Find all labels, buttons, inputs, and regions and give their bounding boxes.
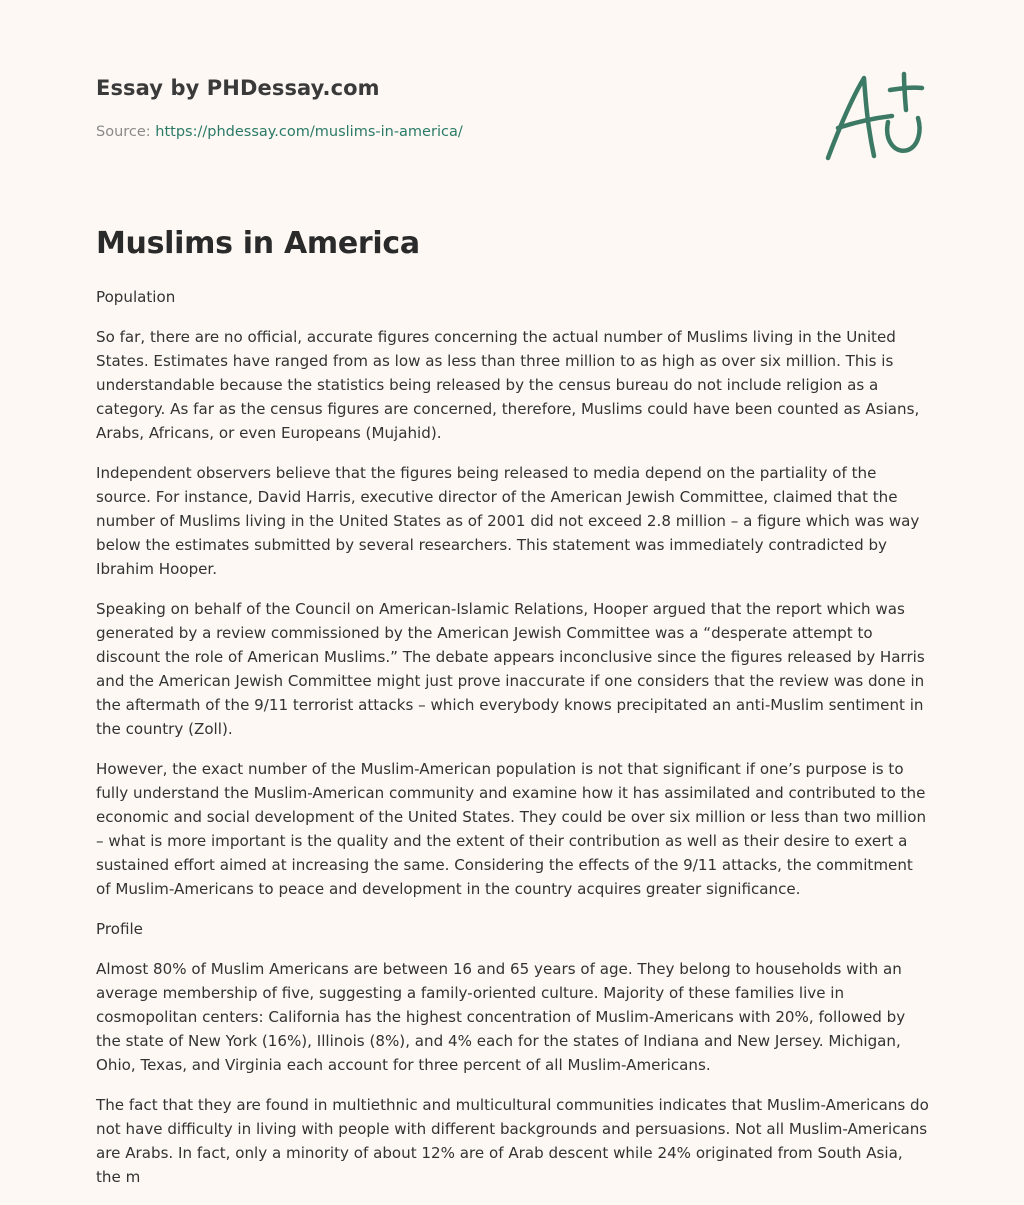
source-line: [96, 124, 463, 140]
section-heading-population: Population: [96, 288, 176, 306]
essay-body: [96, 285, 932, 1205]
a-plus-logo-svg: [818, 66, 930, 166]
paragraph: However, the exact number of the Muslim-American population is not that significant if one’s purpose is to fully understand the Muslim-American community and examine how it has assimilated and contributed to the economic and social development of the United States. They could be over six million or less than two million – what is more important is the quality and the extent of their contribution as well as their desire to exert a sustained effort aimed at increasing the same. Considering the effects of the 9/11 attacks, the commitment of Muslim-Americans to peace and development in the country acquires greater significance.: [96, 760, 927, 898]
site-title: Essay by PHDessay.com: [96, 76, 380, 100]
essay-title: Muslims in America: [96, 226, 420, 261]
section-heading-profile: Profile: [96, 920, 143, 938]
source-label: Source:: [96, 124, 151, 140]
paragraph: Independent observers believe that the figures being released to media depend on the partiality of the source. For instance, David Harris, executive director of the American Jewish Committee, claimed that the number of Muslims living in the United States as of 2001 did not exceed 2.8 million – a figure which was way below the estimates submitted by several researchers. This statement was immediately contradicted by Ibrahim Hooper.: [96, 464, 920, 578]
paragraph: Speaking on behalf of the Council on American-Islamic Relations, Hooper argued that the report which was generated by a review commissioned by the American Jewish Committee was a “desperate attempt to discount the role of American Muslims.” The debate appears inconclusive since the figures released by Harris and the American Jewish Committee might just prove inaccurate if one considers that the review was done in the aftermath of the 9/11 terrorist attacks – which everybody knows precipitated an anti-Muslim sentiment in the country (Zoll).: [96, 600, 925, 738]
paragraph: Almost 80% of Muslim Americans are between 16 and 65 years of age. They belong to households with an average membership of five, suggesting a family-oriented culture. Majority of these families live in cosmopolitan centers: California has the highest concentration of Muslim-Americans with 20%, followed by the state of New York (16%), Illinois (8%), and 4% each for the states of Indiana and New Jersey. Michigan, Ohio, Texas, and Virginia each account for three percent of all Muslim-Americans.: [96, 960, 906, 1074]
source-link[interactable]: https://phdessay.com/muslims-in-america/: [155, 124, 463, 140]
a-plus-logo-icon: [818, 66, 930, 166]
paragraph: So far, there are no official, accurate figures concerning the actual number of Muslims living in the United States. Estimates have ranged from as low as less than three million to as high as over six million. This is understandable because the statistics being released by the census bureau do not include religion as a category. As far as the census figures are concerned, therefore, Muslims could have been counted as Asians, Arabs, Africans, or even Europeans (Mujahid).: [96, 328, 920, 442]
paragraph: The fact that they are found in multiethnic and multicultural communities indicates that Muslim-Americans do not have difficulty in living with people with different backgrounds and persuasions. Not all Muslim-Americans are Arabs. In fact, only a minority of about 12% are of Arab descent while 24% originated from South Asia, the m: [96, 1096, 929, 1186]
